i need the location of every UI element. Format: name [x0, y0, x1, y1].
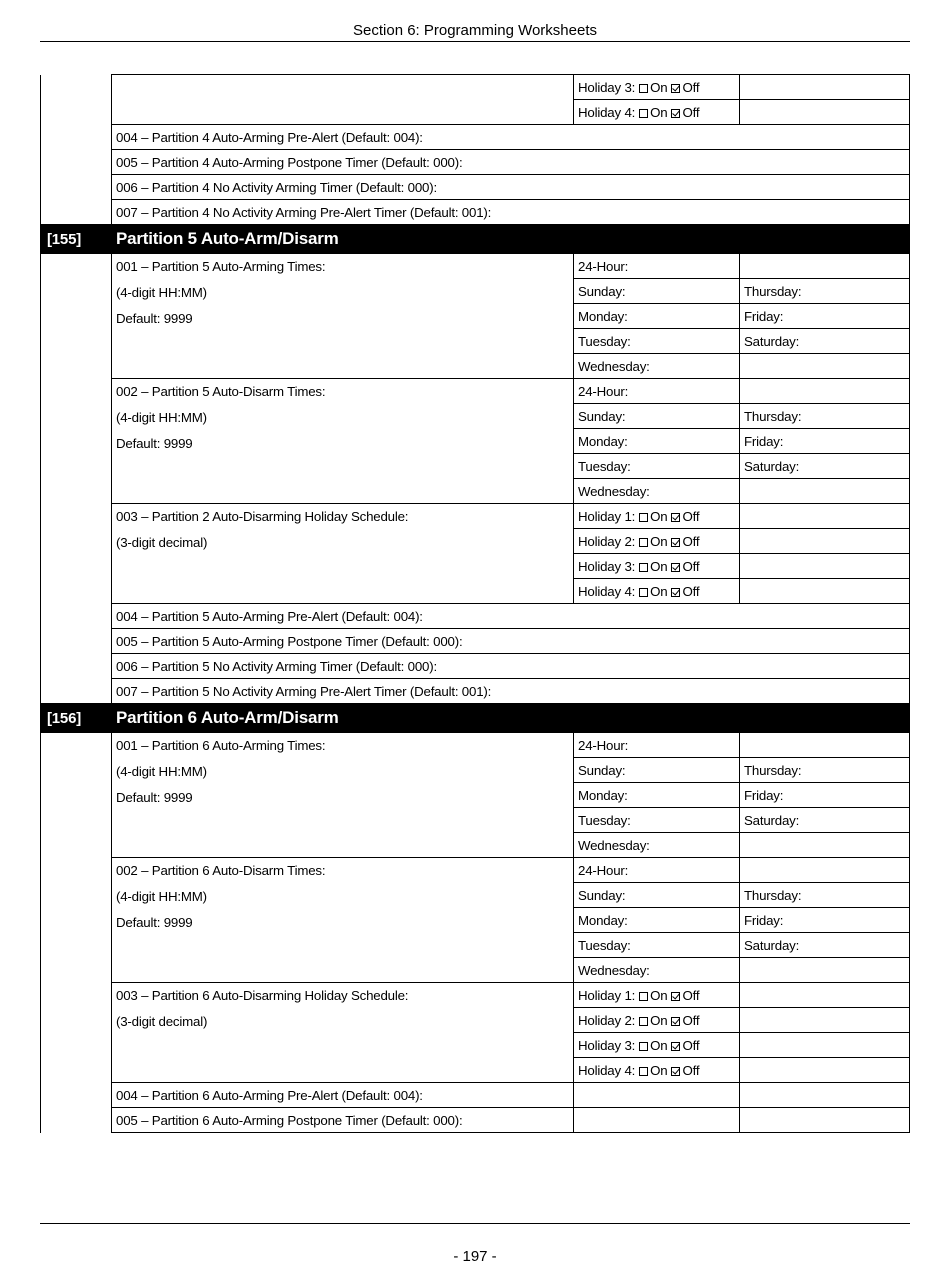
item-format: (4-digit HH:MM) [116, 285, 207, 300]
item-format: (3-digit decimal) [116, 535, 208, 550]
checkbox-on[interactable] [639, 1017, 648, 1026]
24-hour-cell: 24-Hour: [574, 733, 740, 758]
item-title: 001 – Partition 6 Auto-Arming Times: [116, 738, 326, 753]
wednesday-cell[interactable]: Wednesday: [574, 833, 740, 858]
table-row [41, 858, 910, 883]
tuesday-cell[interactable]: Tuesday: [574, 454, 740, 479]
friday-cell[interactable]: Friday: [740, 304, 910, 329]
24-hour-cell: 24-Hour: [574, 254, 740, 279]
item-title: 001 – Partition 5 Auto-Arming Times: [116, 259, 326, 274]
item-001-label [112, 733, 574, 858]
friday-cell[interactable]: Friday: [740, 429, 910, 454]
table-row [41, 254, 910, 279]
holiday-1-cell: Holiday 1: On Off [574, 504, 740, 529]
item-title: 003 – Partition 2 Auto-Disarming Holiday Schedule: [116, 509, 409, 524]
entry-cell[interactable] [740, 379, 910, 404]
entry-cell[interactable] [740, 479, 910, 504]
holiday-3-cell: Holiday 3: On Off [574, 75, 740, 100]
section-title: Partition 6 Auto-Arm/Disarm [112, 704, 910, 733]
table-row [41, 175, 910, 200]
item-007: 007 – Partition 4 No Activity Arming Pre-Alert Timer (Default: 001): [112, 200, 910, 225]
holiday-4-cell: Holiday 4: On Off [574, 100, 740, 125]
table-row [41, 629, 910, 654]
item-default: Default: 9999 [116, 311, 193, 326]
item-format: (4-digit HH:MM) [116, 410, 207, 425]
section-ref: [156] [41, 704, 112, 733]
item-001-label [112, 254, 574, 379]
saturday-cell[interactable]: Saturday: [740, 933, 910, 958]
entry-cell[interactable] [740, 1033, 910, 1058]
table-row [41, 604, 910, 629]
holiday-1-cell: Holiday 1: On Off [574, 983, 740, 1008]
checkbox-off[interactable] [671, 1017, 680, 1026]
programming-worksheet-table [40, 74, 910, 1133]
item-default: Default: 9999 [116, 915, 193, 930]
checkbox-on[interactable] [639, 588, 648, 597]
table-row [41, 379, 910, 404]
24-hour-cell: 24-Hour: [574, 858, 740, 883]
entry-cell[interactable] [740, 529, 910, 554]
table-row [41, 200, 910, 225]
header-rule [40, 41, 910, 42]
checkbox-on[interactable] [639, 563, 648, 572]
sunday-cell[interactable]: Sunday: [574, 279, 740, 304]
sunday-cell[interactable]: Sunday: [574, 404, 740, 429]
holiday-4-cell: Holiday 4: On Off [574, 579, 740, 604]
checkbox-on[interactable] [639, 513, 648, 522]
tuesday-cell[interactable]: Tuesday: [574, 808, 740, 833]
table-row [41, 983, 910, 1008]
continued-item-cell [112, 75, 574, 125]
item-003-label [112, 504, 574, 604]
item-default: Default: 9999 [116, 790, 193, 805]
tuesday-cell[interactable]: Tuesday: [574, 329, 740, 354]
entry-cell[interactable] [740, 858, 910, 883]
holiday-2-cell: Holiday 2: On Off [574, 529, 740, 554]
entry-cell[interactable] [740, 1083, 910, 1108]
item-005: 005 – Partition 4 Auto-Arming Postpone Timer (Default: 000): [112, 150, 910, 175]
page-header: Section 6: Programming Worksheets [353, 22, 597, 39]
item-006: 006 – Partition 4 No Activity Arming Timer (Default: 000): [112, 175, 910, 200]
item-format: (4-digit HH:MM) [116, 764, 207, 779]
entry-cell[interactable] [740, 504, 910, 529]
wednesday-cell[interactable]: Wednesday: [574, 958, 740, 983]
item-title: 002 – Partition 5 Auto-Disarm Times: [116, 384, 326, 399]
footer-rule [40, 1223, 910, 1224]
table-row [41, 125, 910, 150]
entry-cell[interactable] [740, 983, 910, 1008]
thursday-cell[interactable]: Thursday: [740, 279, 910, 304]
checkbox-on[interactable] [639, 538, 648, 547]
table-row [41, 733, 910, 758]
checkbox-off[interactable] [671, 563, 680, 572]
monday-cell[interactable]: Monday: [574, 429, 740, 454]
entry-cell[interactable] [740, 1008, 910, 1033]
item-default: Default: 9999 [116, 436, 193, 451]
section-header-155 [41, 225, 910, 254]
checkbox-off[interactable] [671, 84, 680, 93]
checkbox-on[interactable] [639, 1067, 648, 1076]
checkbox-off[interactable] [671, 513, 680, 522]
thursday-cell[interactable]: Thursday: [740, 758, 910, 783]
table-row [41, 1108, 910, 1133]
entry-cell[interactable] [574, 1108, 740, 1133]
entry-cell[interactable] [740, 733, 910, 758]
item-007: 007 – Partition 5 No Activity Arming Pre-Alert Timer (Default: 001): [112, 679, 910, 704]
saturday-cell[interactable]: Saturday: [740, 329, 910, 354]
entry-cell[interactable] [740, 254, 910, 279]
checkbox-on[interactable] [639, 109, 648, 118]
section-title: Partition 5 Auto-Arm/Disarm [112, 225, 910, 254]
friday-cell[interactable]: Friday: [740, 783, 910, 808]
monday-cell[interactable]: Monday: [574, 908, 740, 933]
thursday-cell[interactable]: Thursday: [740, 883, 910, 908]
item-004: 004 – Partition 5 Auto-Arming Pre-Alert (Default: 004): [112, 604, 910, 629]
sunday-cell[interactable]: Sunday: [574, 883, 740, 908]
entry-cell[interactable] [740, 1058, 910, 1083]
holiday-2-cell: Holiday 2: On Off [574, 1008, 740, 1033]
entry-cell[interactable] [740, 554, 910, 579]
monday-cell[interactable]: Monday: [574, 783, 740, 808]
saturday-cell[interactable]: Saturday: [740, 454, 910, 479]
section-ref: [155] [41, 225, 112, 254]
table-row [41, 679, 910, 704]
wednesday-cell[interactable]: Wednesday: [574, 354, 740, 379]
checkbox-on[interactable] [639, 992, 648, 1001]
item-004: 004 – Partition 4 Auto-Arming Pre-Alert (Default: 004): [112, 125, 910, 150]
checkbox-on[interactable] [639, 84, 648, 93]
ref-column [41, 254, 112, 704]
entry-cell[interactable] [740, 354, 910, 379]
checkbox-off[interactable] [671, 538, 680, 547]
friday-cell[interactable]: Friday: [740, 908, 910, 933]
table-row [41, 504, 910, 529]
checkbox-on[interactable] [639, 1042, 648, 1051]
item-format: (4-digit HH:MM) [116, 889, 207, 904]
thursday-cell[interactable]: Thursday: [740, 404, 910, 429]
entry-cell[interactable] [740, 833, 910, 858]
checkbox-off[interactable] [671, 588, 680, 597]
item-005: 005 – Partition 6 Auto-Arming Postpone Timer (Default: 000): [112, 1108, 574, 1133]
holiday-3-cell: Holiday 3: On Off [574, 554, 740, 579]
entry-cell[interactable] [740, 958, 910, 983]
table-row [41, 150, 910, 175]
sunday-cell[interactable]: Sunday: [574, 758, 740, 783]
wednesday-cell[interactable]: Wednesday: [574, 479, 740, 504]
holiday-4-cell: Holiday 4: On Off [574, 1058, 740, 1083]
page-number: - 197 - [453, 1248, 497, 1265]
monday-cell[interactable]: Monday: [574, 304, 740, 329]
item-title: 003 – Partition 6 Auto-Disarming Holiday Schedule: [116, 988, 409, 1003]
ref-column [41, 75, 112, 225]
entry-cell[interactable] [574, 1083, 740, 1108]
tuesday-cell[interactable]: Tuesday: [574, 933, 740, 958]
ref-column [41, 733, 112, 1133]
24-hour-cell: 24-Hour: [574, 379, 740, 404]
table-row [41, 654, 910, 679]
checkbox-off[interactable] [671, 1067, 680, 1076]
entry-cell[interactable] [740, 579, 910, 604]
item-006: 006 – Partition 5 No Activity Arming Timer (Default: 000): [112, 654, 910, 679]
saturday-cell[interactable]: Saturday: [740, 808, 910, 833]
item-002-label [112, 858, 574, 983]
item-004: 004 – Partition 6 Auto-Arming Pre-Alert (Default: 004): [112, 1083, 574, 1108]
section-header-156 [41, 704, 910, 733]
item-format: (3-digit decimal) [116, 1014, 208, 1029]
checkbox-off[interactable] [671, 992, 680, 1001]
holiday-3-cell: Holiday 3: On Off [574, 1033, 740, 1058]
entry-cell[interactable] [740, 100, 910, 125]
table-row [41, 75, 910, 100]
table-row [41, 1083, 910, 1108]
checkbox-off[interactable] [671, 109, 680, 118]
item-title: 002 – Partition 6 Auto-Disarm Times: [116, 863, 326, 878]
item-003-label [112, 983, 574, 1083]
entry-cell[interactable] [740, 1108, 910, 1133]
checkbox-off[interactable] [671, 1042, 680, 1051]
item-005: 005 – Partition 5 Auto-Arming Postpone Timer (Default: 000): [112, 629, 910, 654]
item-002-label [112, 379, 574, 504]
entry-cell[interactable] [740, 75, 910, 100]
